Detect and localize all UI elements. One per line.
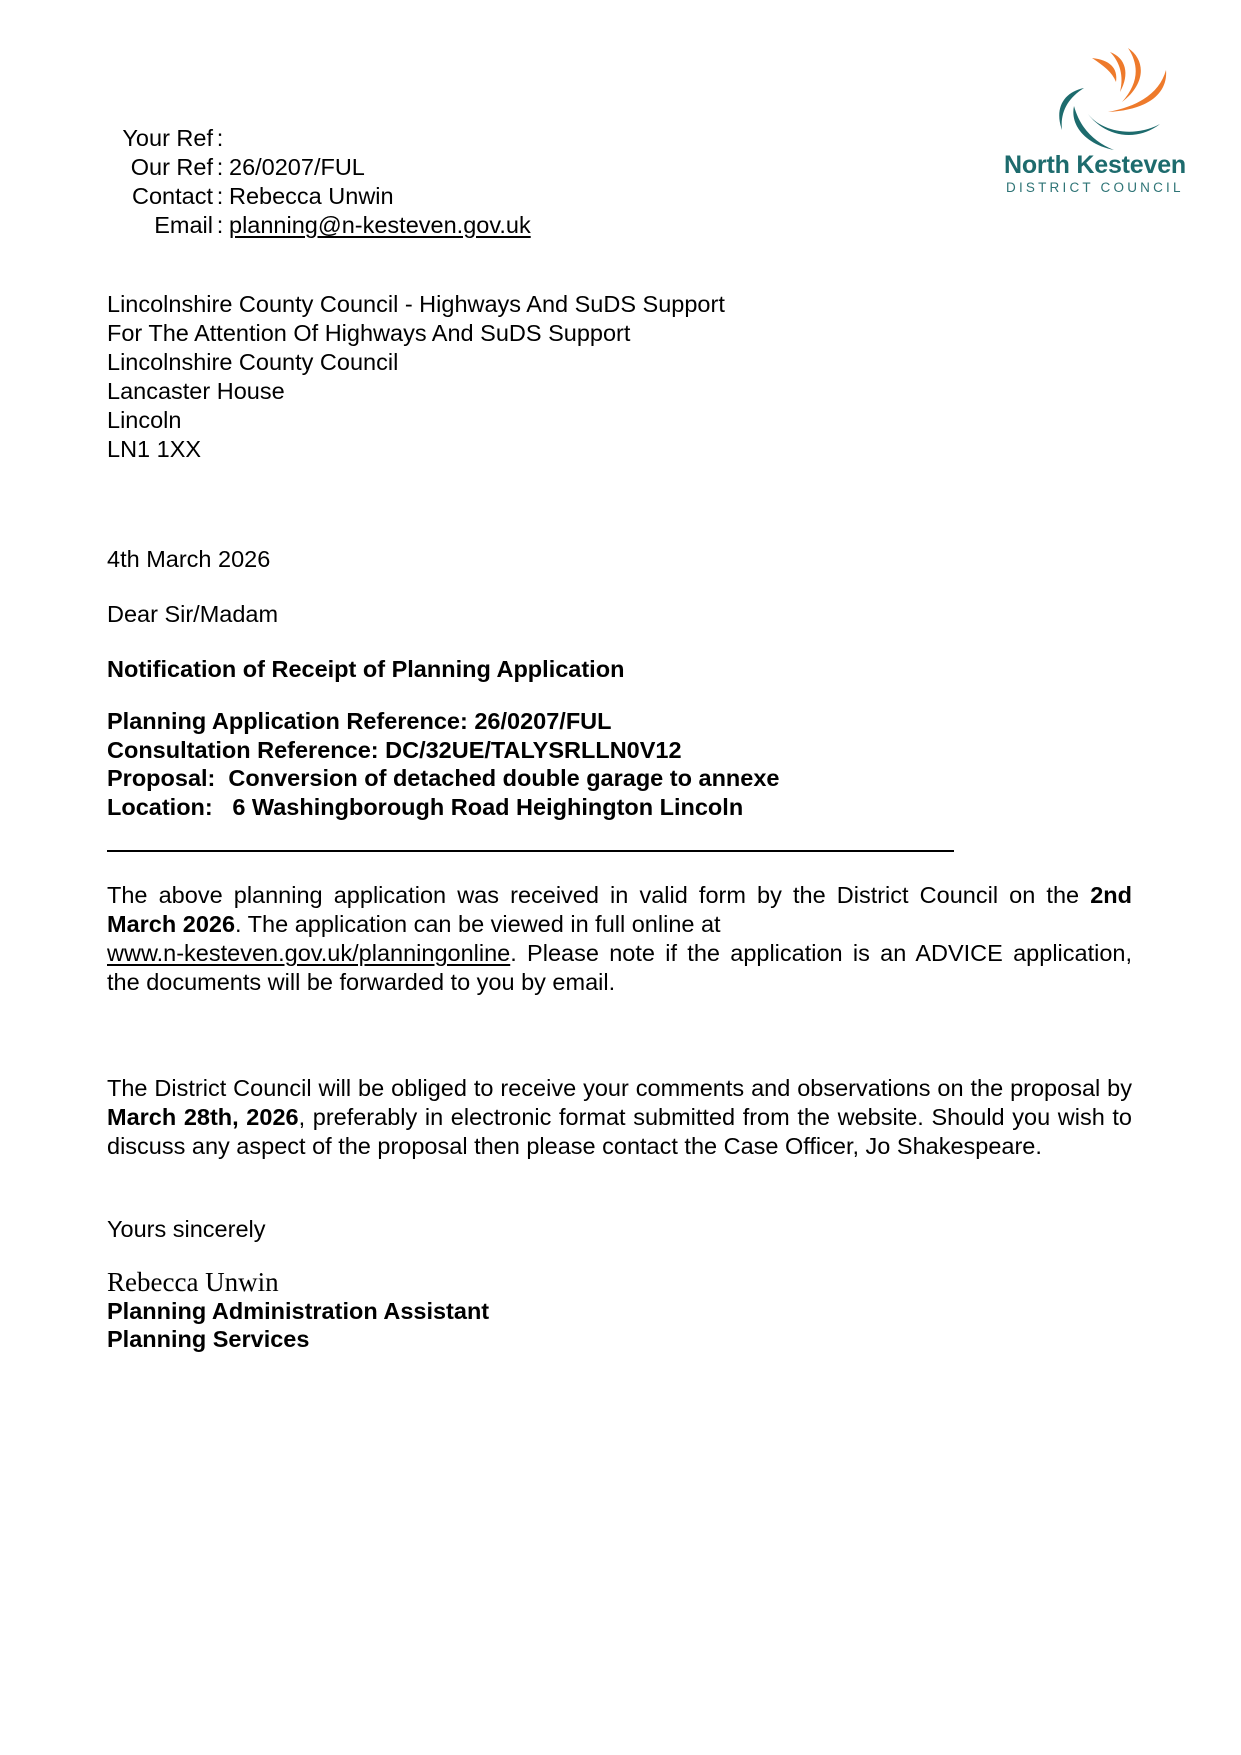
email-row	[94, 211, 531, 240]
paragraph-text: . The application can be viewed in full online at	[235, 911, 721, 937]
address-line: For The Attention Of Highways And SuDS Support	[107, 320, 631, 346]
your-ref-label: Your Ref	[122, 125, 213, 151]
divider-rule	[107, 850, 954, 852]
separator: :	[216, 125, 224, 151]
signature-name: Rebecca Unwin	[107, 1267, 279, 1297]
signature-title: Planning Administration Assistant	[107, 1298, 490, 1324]
address-line: Lincolnshire County Council	[107, 349, 399, 375]
comments-deadline: March 28th, 2026	[107, 1104, 299, 1130]
closing: Yours sincerely	[107, 1216, 266, 1242]
paragraph-text: The above planning application was received in valid form by the District Council on the	[107, 882, 1091, 908]
email-link[interactable]: planning@n-kesteven.gov.uk	[229, 212, 531, 238]
proposal: Proposal: Conversion of detached double garage to annexe	[107, 765, 780, 791]
subject-heading: Notification of Receipt of Planning Application	[107, 656, 625, 682]
consultation-reference: Consultation Reference: DC/32UE/TALYSRLLN0V12	[107, 736, 682, 763]
received-date: 2nd March 2026	[107, 882, 1132, 937]
signature-department: Planning Services	[107, 1326, 310, 1352]
separator: :	[216, 212, 224, 238]
application-reference: Planning Application Reference: 26/0207/FUL	[107, 708, 612, 734]
logo-title: North Kesteven	[1004, 151, 1186, 179]
address-line: Lincolnshire County Council - Highways And SuDS Support	[107, 291, 725, 317]
email-label: Email	[154, 212, 213, 238]
application-details	[107, 707, 779, 821]
paragraph-text: , preferably in electronic format submitted from the website. Should you wish to discuss any aspect of the proposal then please contact the Case Officer, Jo Shakespeare.	[107, 1104, 1132, 1159]
contact-label: Contact	[132, 183, 213, 209]
letter-date: 4th March 2026	[107, 546, 271, 572]
address-line: Lincoln	[107, 407, 182, 433]
address-line: LN1 1XX	[107, 436, 202, 462]
location: Location: 6 Washingborough Road Heighington Lincoln	[107, 793, 744, 820]
paragraph-text: . Please note if the application is an ADVICE application, the documents will be forwarded to you by email.	[107, 940, 1132, 995]
separator: :	[216, 154, 224, 180]
contact-value: Rebecca Unwin	[229, 183, 394, 209]
your-ref-value	[227, 124, 229, 153]
paragraph-text: The District Council will be obliged to receive your comments and observations on the proposal by	[107, 1075, 1132, 1101]
salutation: Dear Sir/Madam	[107, 601, 279, 627]
your-ref-row	[94, 124, 531, 153]
reference-block	[94, 124, 531, 240]
planning-online-link[interactable]: www.n-kesteven.gov.uk/planningonline	[107, 940, 511, 966]
our-ref-value: 26/0207/FUL	[229, 154, 365, 180]
recipient-address	[107, 290, 725, 464]
comments-paragraph	[107, 1074, 1132, 1161]
our-ref-label: Our Ref	[130, 154, 213, 180]
separator: :	[216, 183, 224, 209]
address-line: Lancaster House	[107, 378, 285, 404]
logo-subtitle: DISTRICT COUNCIL	[1006, 180, 1184, 195]
our-ref-row	[94, 153, 531, 182]
receipt-paragraph	[107, 881, 1132, 997]
contact-row	[94, 182, 531, 211]
